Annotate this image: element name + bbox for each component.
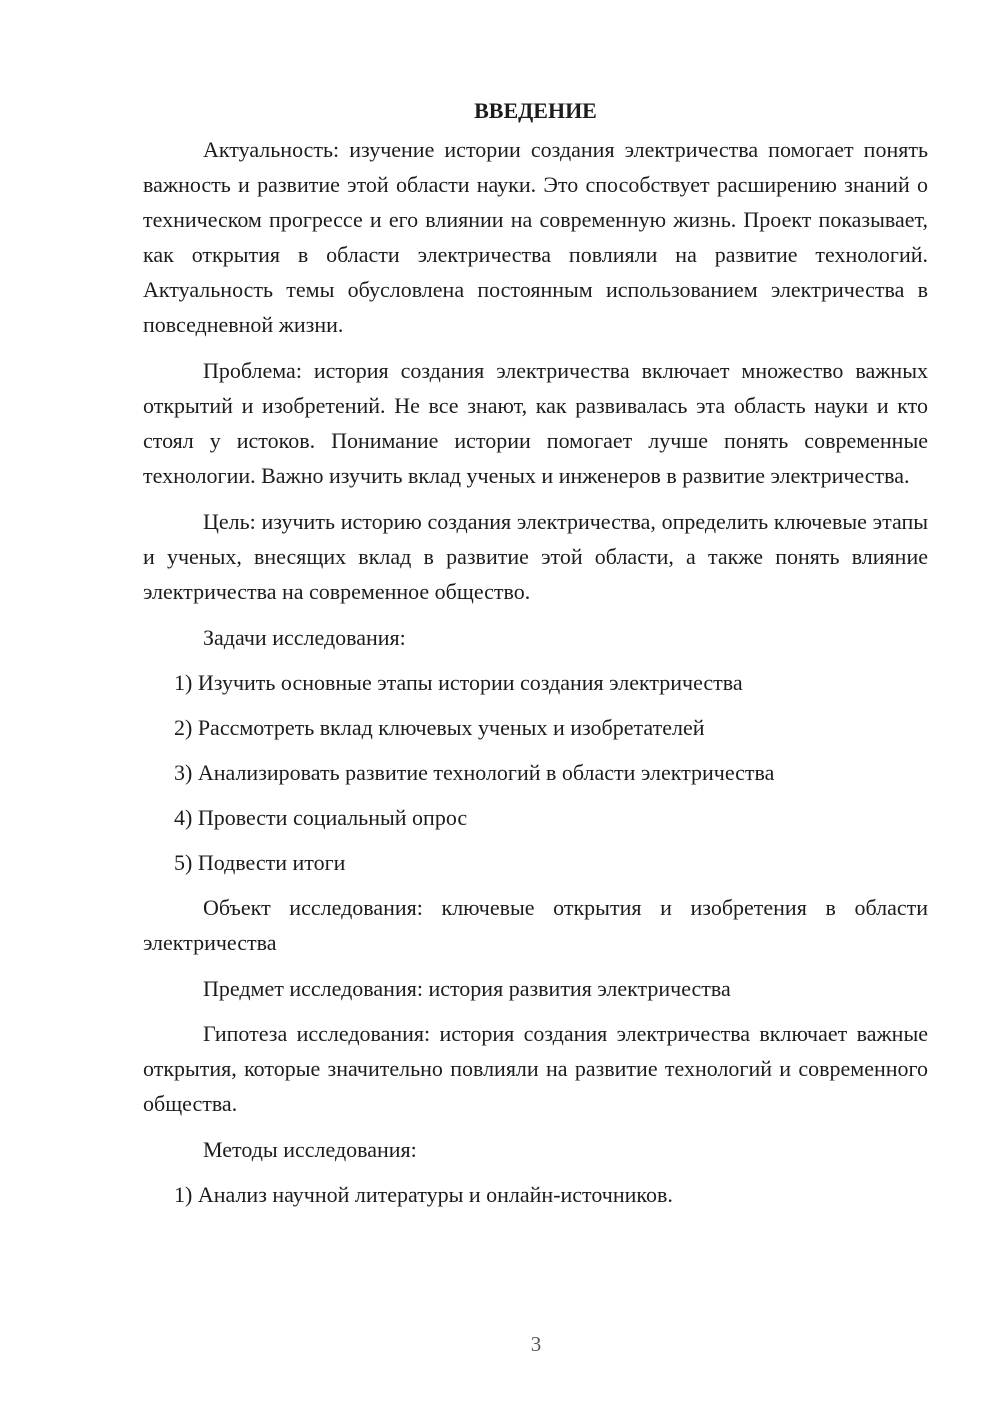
task-item: 2) Рассмотреть вклад ключевых ученых и изобретателей: [174, 715, 705, 740]
task-item: 4) Провести социальный опрос: [174, 805, 468, 830]
task-item: 3) Анализировать развитие технологий в области электричества: [174, 760, 775, 785]
page-title: ВВЕДЕНИЕ: [474, 98, 597, 123]
method-item: 1) Анализ научной литературы и онлайн-источников.: [174, 1182, 673, 1207]
page-number: 3: [530, 1332, 542, 1356]
methods-heading: Методы исследования:: [203, 1137, 417, 1162]
problem-paragraph: Проблема: история создания электричества включает множество важных открытий и изобретений. Не все знают, как развивалась эта область науки и кто стоял у истоков. Понимание истории помогает лучше понять современные технологии. Важно изучить вклад ученых и инженеров в развитие электричества.: [143, 358, 928, 488]
relevance-paragraph: Актуальность: изучение истории создания электричества помогает понять важность и развитие этой области науки. Это способствует расширению знаний о техническом прогрессе и его влиянии на современную жизнь. Проект показывает, как открытия в области электричества повлияли на развитие технологий. Актуальность темы обусловлена постоянным использованием электричества в повседневной жизни.: [143, 137, 928, 337]
task-item: 5) Подвести итоги: [174, 850, 346, 875]
tasks-heading: Задачи исследования:: [203, 625, 406, 650]
page-content: [143, 92, 928, 1222]
hypothesis-paragraph: Гипотеза исследования: история создания электричества включает важные открытия, которые значительно повлияли на развитие технологий и современного общества.: [143, 1021, 928, 1116]
task-item: 1) Изучить основные этапы истории создания электричества: [174, 670, 743, 695]
subject-paragraph: Предмет исследования: история развития электричества: [203, 976, 731, 1001]
goal-paragraph: Цель: изучить историю создания электричества, определить ключевые этапы и ученых, внесящих вклад в развитие этой области, а также понять влияние электричества на современное общество.: [143, 509, 928, 604]
object-paragraph: Объект исследования: ключевые открытия и изобретения в области электричества: [143, 895, 928, 955]
